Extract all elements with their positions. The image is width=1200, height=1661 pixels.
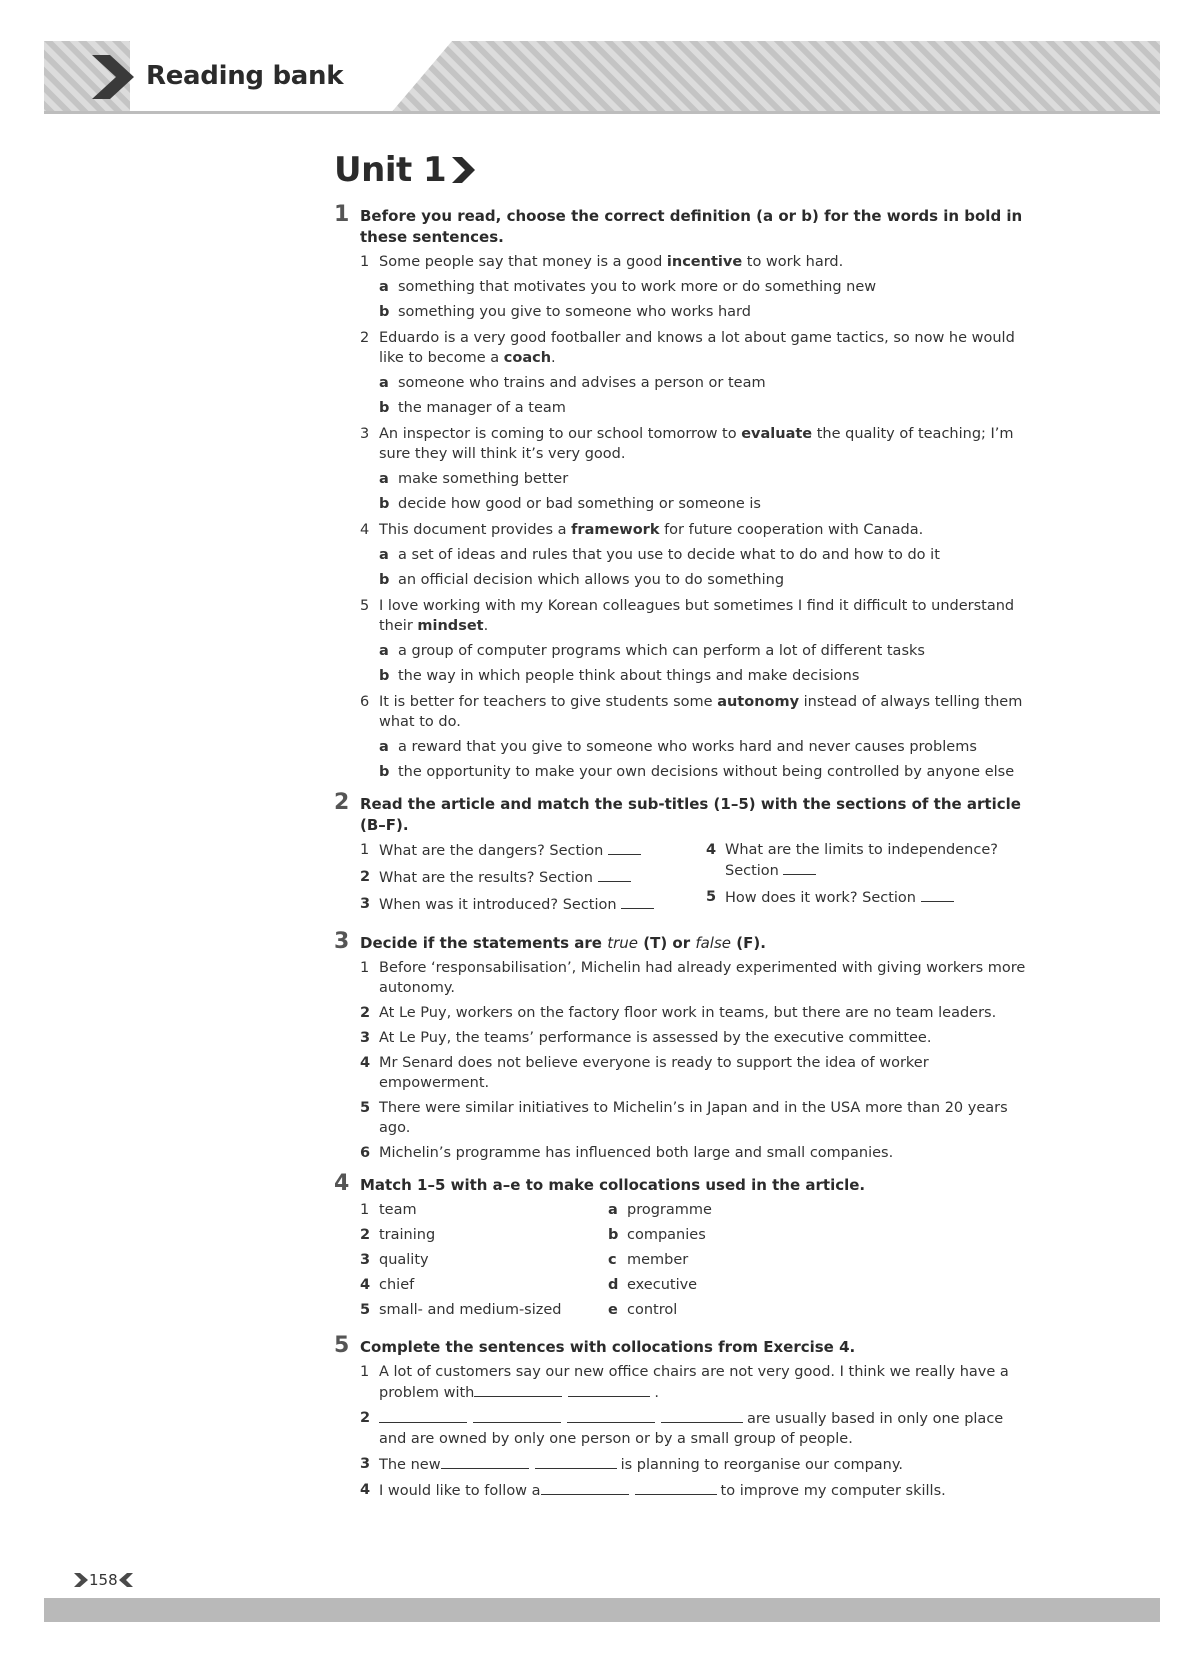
item-number: 4 [360,522,370,538]
item-number: 5 [360,1100,371,1116]
item-number: 4 [360,1277,371,1293]
option-letter: a [379,375,389,391]
option-b [379,570,1034,590]
statement-text: Michelin’s programme has influenced both large and small companies. [379,1145,894,1161]
question-item [360,692,1034,782]
item-letter: b [608,1227,619,1243]
matching-columns [360,840,1034,921]
statement-text: At Le Puy, workers on the factory floor work in teams, but there are no team leaders. [379,1005,997,1021]
exercise-2 [334,790,1034,921]
sentence-text: the quality of teaching; I’m sure they will think it’s very good. [379,426,1014,462]
collocation-match [608,1200,808,1220]
statement-text: At Le Puy, the teams’ performance is assessed by the executive committee. [379,1030,932,1046]
item-number: 3 [360,426,370,442]
item-number: 5 [360,1302,371,1318]
unit-heading [334,150,1034,190]
option-b [379,302,1034,322]
item-letter: a [608,1202,618,1218]
item-letter: c [608,1252,617,1268]
answer-blank [635,1480,717,1495]
item-number: 2 [360,1410,371,1426]
word-text: executive [627,1277,698,1293]
sentence-text: is planning to reorganise our company. [620,1457,903,1473]
collocation-word [360,1225,608,1245]
answer-blank [568,1382,650,1397]
bold-word: evaluate [741,426,813,442]
sentence-text: The new [379,1457,441,1473]
option-letter: b [379,668,390,684]
sentence-list [360,1362,1034,1501]
exercise-1 [334,202,1034,782]
sentence-text: . [551,350,556,366]
item-number: 1 [360,1202,370,1218]
option-text: decide how good or bad something or someone is [398,496,761,512]
word-text: member [627,1252,689,1268]
statement-item [360,1143,1034,1163]
question-sentence [379,520,1034,540]
item-number: 4 [360,1055,371,1071]
statement-item [360,1003,1034,1023]
collocation-match [608,1225,808,1245]
answer-blank [541,1480,629,1495]
exercise-instruction: Complete the sentences with collocations from Exercise 4. [360,1338,856,1356]
option-letter: b [379,400,390,416]
option-a [379,373,1034,393]
collocation-column-right [608,1200,808,1325]
collocation-column-left [360,1200,608,1325]
question-item [360,424,1034,514]
option-a [379,737,1034,757]
exercise-5 [334,1333,1034,1501]
item-number: 6 [360,694,370,710]
collocation-match [608,1275,808,1295]
option-text: the way in which people think about things and make decisions [398,668,860,684]
question-item [360,328,1034,418]
sentence-text: It is better for teachers to give students some [379,694,718,710]
subtitle-text: How does it work? Section [725,890,916,906]
subtitle-item [360,894,706,915]
item-number: 2 [360,330,370,346]
question-sentence [379,692,1034,732]
option-letter: b [379,764,390,780]
sentence-text: for future cooperation with Canada. [659,522,924,538]
item-number: 5 [706,889,717,905]
option-text: something that motivates you to work more or do something new [398,279,877,295]
item-number: 1 [360,960,370,976]
chevron-right-icon [73,1572,89,1588]
page-number [73,1571,134,1589]
collocation-columns [360,1200,1034,1325]
item-number: 3 [360,1030,371,1046]
sentence-text: . [483,618,489,634]
item-number: 2 [360,1227,371,1243]
sentence-text: to improve my computer skills. [720,1483,946,1499]
item-number: 1 [360,254,370,270]
page-number-text: 158 [89,1571,118,1589]
sentence-text: instead of always telling them what to do. [379,694,1023,730]
question-item [360,596,1034,686]
instruction-false: false [695,934,732,952]
exercise-4 [334,1171,1034,1325]
item-number: 6 [360,1145,371,1161]
subtitle-item [360,867,706,888]
item-letter: e [608,1302,618,1318]
sentence-text: This document provides a [379,522,572,538]
collocation-word [360,1250,608,1270]
answer-blank [921,887,954,902]
option-b [379,398,1034,418]
statement-item [360,1098,1034,1138]
collocation-word [360,1275,608,1295]
question-sentence [379,328,1034,368]
option-letter: a [379,739,389,755]
option-text: the opportunity to make your own decisions without being controlled by anyone else [398,764,1015,780]
bold-word: mindset [417,618,484,634]
option-b [379,762,1034,782]
subtitle-item [360,840,706,861]
sentence-text: I would like to follow a [379,1483,541,1499]
sentence-text: . [654,1385,659,1401]
statement-text: Mr Senard does not believe everyone is ready to support the idea of worker empowerment. [379,1055,929,1091]
question-sentence [379,252,1034,272]
option-text: the manager of a team [398,400,566,416]
sentence-text: A lot of customers say our new office chairs are not very good. I think we really have a problem with [379,1364,1009,1401]
answer-blank [598,867,631,882]
sentence-text: Some people say that money is a good [379,254,667,270]
item-number: 2 [360,869,371,885]
answer-blank [474,1382,562,1397]
sentence-line [379,1411,1003,1447]
subtitle-text: What are the limits to independence? Section [725,842,998,879]
instruction-true: true [607,934,639,952]
item-number: 3 [360,1252,371,1268]
chevron-left-icon [118,1572,134,1588]
subtitle-item [706,887,1036,908]
subtitle-column-left [360,840,706,921]
statement-item [360,1028,1034,1048]
page-header-banner [44,41,1160,114]
question-sentence [379,596,1034,636]
sentence-text: An inspector is coming to our school tomorrow to [379,426,742,442]
sentence-item [360,1408,1034,1449]
exercise-instruction: Match 1–5 with a–e to make collocations used in the article. [360,1176,866,1194]
unit-title-text: Unit 1 [334,150,447,190]
instruction-text: (T) or [638,934,696,952]
sentence-line [379,1457,903,1473]
statement-list [360,958,1034,1163]
collocation-word [360,1200,608,1220]
worksheet-content [334,150,1034,1513]
item-number: 4 [706,842,717,858]
option-text: an official decision which allows you to do something [398,572,785,588]
sentence-line [379,1483,946,1499]
exercise-number: 5 [334,1333,350,1358]
word-text: training [379,1227,436,1243]
option-a [379,545,1034,565]
sentence-item [360,1480,1034,1501]
answer-blank [473,1408,561,1423]
answer-blank [441,1454,529,1469]
collocation-word [360,1300,608,1320]
sentence-item [360,1362,1034,1403]
collocation-match [608,1250,808,1270]
exercise-3 [334,929,1034,1163]
option-letter: b [379,572,390,588]
subtitle-text: What are the dangers? Section [379,843,604,859]
exercise-number: 4 [334,1171,350,1196]
question-item [360,252,1034,322]
option-b [379,494,1034,514]
option-letter: a [379,279,389,295]
answer-blank [608,840,641,855]
option-letter: b [379,496,390,512]
option-text: a reward that you give to someone who works hard and never causes problems [398,739,977,755]
exercise-instruction [360,933,1034,954]
bold-word: incentive [666,254,743,270]
subtitle-text: What are the results? Section [379,870,593,886]
item-letter: d [608,1277,619,1293]
option-a [379,641,1034,661]
sentence-item [360,1454,1034,1475]
option-b [379,666,1034,686]
instruction-text: (F). [731,934,766,952]
subtitle-text: When was it introduced? Section [379,897,617,913]
sentence-text: to work hard. [742,254,844,270]
answer-blank [535,1454,617,1469]
word-text: control [627,1302,678,1318]
option-text: a set of ideas and rules that you use to decide what to do and how to do it [398,547,940,563]
subtitle-item [706,840,1036,881]
option-a [379,277,1034,297]
word-text: companies [627,1227,706,1243]
bold-word: framework [571,522,660,538]
exercise-instruction: Before you read, choose the correct definition (a or b) for the words in bold in these sentences. [360,207,1023,246]
sentence-line [379,1364,1009,1401]
section-title: Reading bank [146,61,344,91]
footer-bar [44,1598,1160,1622]
statement-item [360,958,1034,998]
item-number: 5 [360,598,370,614]
answer-blank [621,894,654,909]
answer-blank [379,1408,467,1423]
sentence-text: I love working with my Korean colleagues but sometimes I find it difficult to understand their [379,598,1015,634]
item-number: 3 [360,1456,371,1472]
option-text: a group of computer programs which can perform a lot of different tasks [398,643,925,659]
item-number: 1 [360,842,370,858]
sentence-text: are usually based in only one place and are owned by only one person or by a small group of people. [379,1411,1004,1447]
chevron-right-icon [450,155,476,185]
option-text: someone who trains and advises a person or team [398,375,766,391]
item-number: 1 [360,1364,370,1380]
word-text: small- and medium-sized [379,1302,562,1318]
option-text: make something better [398,471,569,487]
sentence-text: Eduardo is a very good footballer and knows a lot about game tactics, so now he would like to become a [379,330,1015,366]
option-a [379,469,1034,489]
answer-blank [567,1408,655,1423]
exercise-number: 3 [334,929,350,954]
statement-text: Before ‘responsabilisation’, Michelin had already experimented with giving workers more autonomy. [379,960,1026,996]
collocation-match [608,1300,808,1320]
statement-item [360,1053,1034,1093]
option-letter: a [379,547,389,563]
exercise-number: 2 [334,790,350,815]
bold-word: autonomy [717,694,800,710]
instruction-text: Decide if the statements are [360,934,608,952]
item-number: 3 [360,896,371,912]
question-sentence [379,424,1034,464]
exercise-instruction: Read the article and match the sub-titles (1–5) with the sections of the article (B–F). [360,795,1021,834]
answer-blank [783,860,816,875]
word-text: quality [379,1252,429,1268]
item-number: 4 [360,1482,371,1498]
option-letter: a [379,643,389,659]
word-text: chief [379,1277,415,1293]
answer-blank [661,1408,743,1423]
option-letter: a [379,471,389,487]
word-text: programme [627,1202,712,1218]
statement-text: There were similar initiatives to Michelin’s in Japan and in the USA more than 20 years ago. [379,1100,1008,1136]
word-text: team [379,1202,417,1218]
subtitle-column-right [706,840,1036,921]
option-text: something you give to someone who works hard [398,304,751,320]
item-number: 2 [360,1005,371,1021]
bold-word: coach [503,350,552,366]
exercise-number: 1 [334,202,350,227]
option-letter: b [379,304,390,320]
question-item [360,520,1034,590]
question-list [360,252,1034,782]
